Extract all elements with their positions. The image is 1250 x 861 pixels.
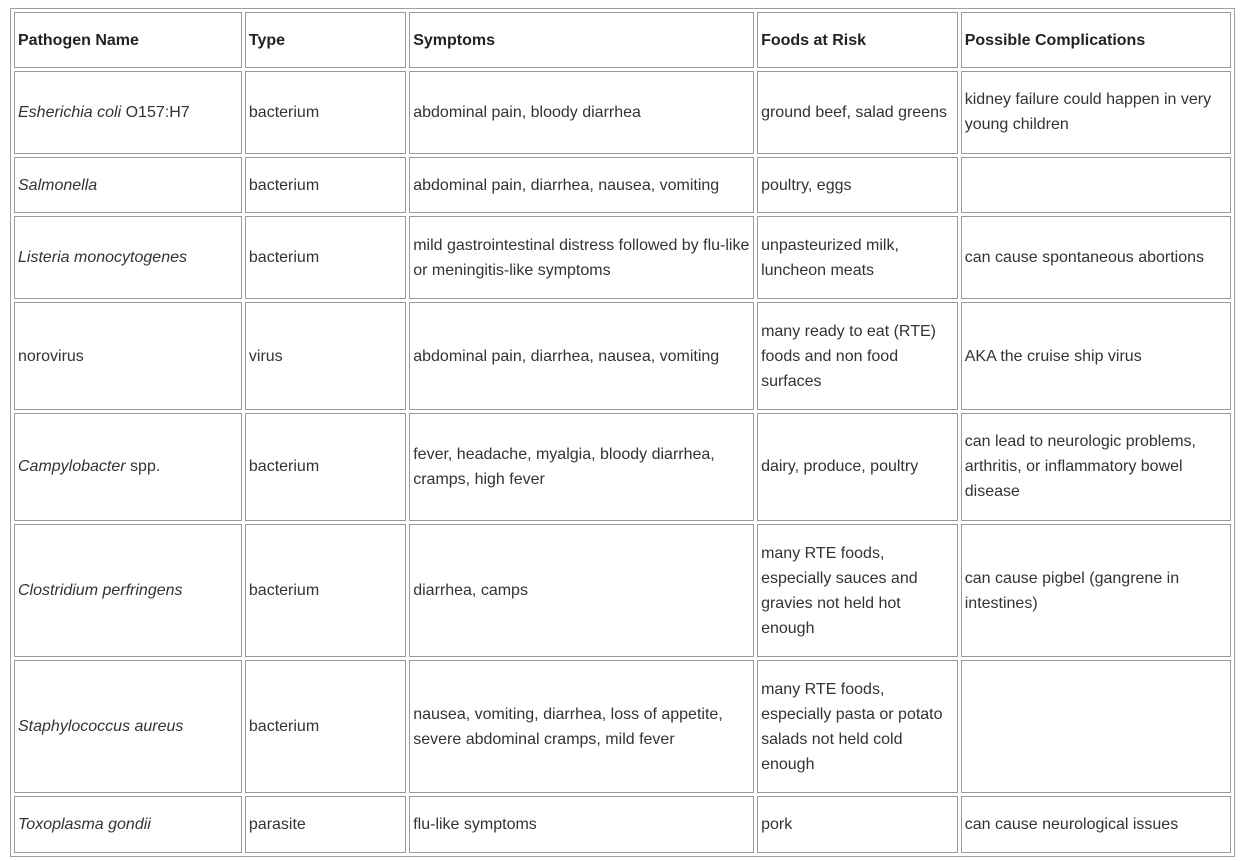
table-row <box>14 157 1231 214</box>
pathogen-name-rest: norovirus <box>18 347 84 365</box>
symptoms-cell: mild gastrointestinal distress followed by flu-like or meningitis-like symptoms <box>409 216 754 299</box>
pathogen-name-cell <box>14 413 242 521</box>
foods-cell: unpasteurized milk, luncheon meats <box>757 216 958 299</box>
type-cell: parasite <box>245 796 406 853</box>
table-row <box>14 216 1231 299</box>
pathogen-name-rest: spp. <box>125 458 161 476</box>
header-possible-complications: Possible Complications <box>961 12 1231 68</box>
complications-cell: kidney failure could happen in very young children <box>961 71 1231 154</box>
header-symptoms: Symptoms <box>409 12 754 68</box>
type-cell: bacterium <box>245 524 406 657</box>
table-row <box>14 71 1231 154</box>
symptoms-cell: abdominal pain, diarrhea, nausea, vomiting <box>409 157 754 214</box>
pathogen-name-cell <box>14 302 242 410</box>
type-cell: bacterium <box>245 216 406 299</box>
complications-cell: can cause neurological issues <box>961 796 1231 853</box>
header-type: Type <box>245 12 406 68</box>
pathogen-name-italic: Esherichia coli <box>18 103 122 121</box>
pathogen-name-cell <box>14 71 242 154</box>
complications-cell: can cause spontaneous abortions <box>961 216 1231 299</box>
header-pathogen-name: Pathogen Name <box>14 12 242 68</box>
table-row <box>14 660 1231 793</box>
symptoms-cell: nausea, vomiting, diarrhea, loss of appetite, severe abdominal cramps, mild fever <box>409 660 754 793</box>
type-cell: bacterium <box>245 413 406 521</box>
foods-cell: dairy, produce, poultry <box>757 413 958 521</box>
pathogen-name-cell <box>14 157 242 214</box>
pathogen-table <box>11 9 1234 856</box>
complications-cell <box>961 157 1231 214</box>
symptoms-cell: diarrhea, camps <box>409 524 754 657</box>
foods-cell: pork <box>757 796 958 853</box>
table-row <box>14 796 1231 853</box>
pathogen-name-italic: Staphylococcus aureus <box>18 718 184 736</box>
pathogen-name-cell <box>14 216 242 299</box>
foods-cell: poultry, eggs <box>757 157 958 214</box>
pathogen-name-italic: Clostridium perfringens <box>18 582 183 600</box>
pathogen-name-cell <box>14 524 242 657</box>
complications-cell: can lead to neurologic problems, arthritis, or inflammatory bowel disease <box>961 413 1231 521</box>
foods-cell: ground beef, salad greens <box>757 71 958 154</box>
type-cell: bacterium <box>245 157 406 214</box>
pathogen-name-cell <box>14 660 242 793</box>
symptoms-cell: abdominal pain, diarrhea, nausea, vomiting <box>409 302 754 410</box>
type-cell: virus <box>245 302 406 410</box>
symptoms-cell: fever, headache, myalgia, bloody diarrhea, cramps, high fever <box>409 413 754 521</box>
pathogen-name-italic: Toxoplasma gondii <box>18 816 151 834</box>
type-cell: bacterium <box>245 71 406 154</box>
pathogen-name-rest: O157:H7 <box>121 103 190 121</box>
table-row <box>14 413 1231 521</box>
complications-cell <box>961 660 1231 793</box>
complications-cell: AKA the cruise ship virus <box>961 302 1231 410</box>
pathogen-name-italic: Salmonella <box>18 176 98 194</box>
type-cell: bacterium <box>245 660 406 793</box>
pathogen-name-italic: Campylobacter <box>18 458 126 476</box>
table-row <box>14 302 1231 410</box>
symptoms-cell: flu-like symptoms <box>409 796 754 853</box>
table-header-row <box>14 12 1231 68</box>
foods-cell: many RTE foods, especially pasta or potato salads not held cold enough <box>757 660 958 793</box>
pathogen-name-italic: Listeria monocytogenes <box>18 249 187 267</box>
header-foods-at-risk: Foods at Risk <box>757 12 958 68</box>
pathogen-table-container <box>10 8 1235 857</box>
complications-cell: can cause pigbel (gangrene in intestines) <box>961 524 1231 657</box>
foods-cell: many RTE foods, especially sauces and gravies not held hot enough <box>757 524 958 657</box>
symptoms-cell: abdominal pain, bloody diarrhea <box>409 71 754 154</box>
pathogen-name-cell <box>14 796 242 853</box>
foods-cell: many ready to eat (RTE) foods and non food surfaces <box>757 302 958 410</box>
table-row <box>14 524 1231 657</box>
